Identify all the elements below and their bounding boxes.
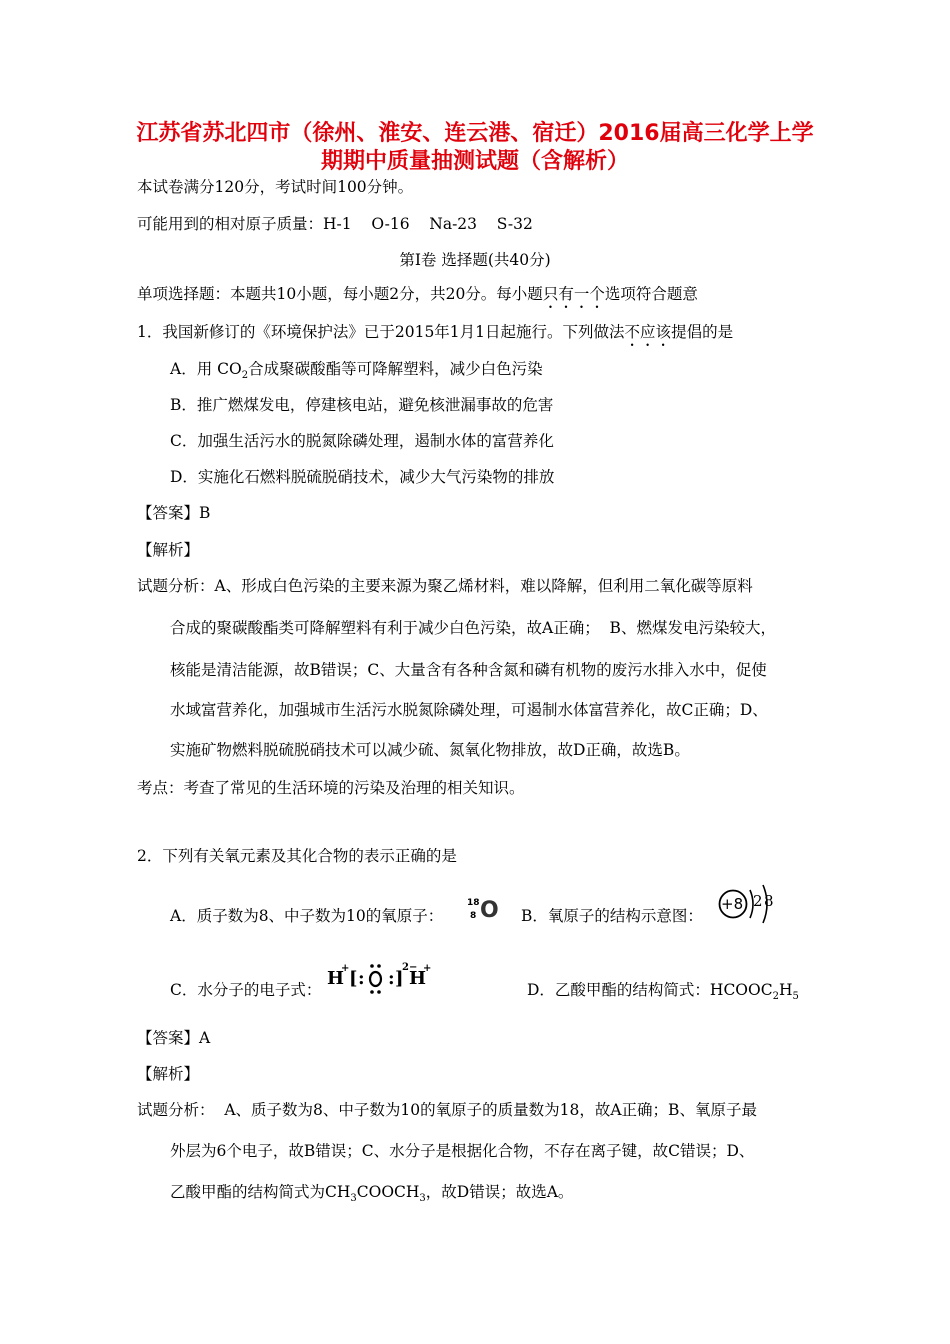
q1-analysis-label: 【解析】 <box>137 541 200 559</box>
q2-analysis-line1: 试题分析： A、质子数为8、中子数为10的氧原子的质量数为18，故A正确；B、氧原子最 <box>137 1101 757 1119</box>
q1-analysis-line1: 试题分析：A、形成白色污染的主要来源为聚乙烯材料，难以降解，但利用二氧化碳等原料 <box>137 577 753 595</box>
nucleus-charge: +8 <box>721 895 744 913</box>
atomic-mass-line: 可能用到的相对原子质量：H-1 O-16 Na-23 S-32 <box>137 215 533 233</box>
water-charge: 2− <box>402 962 418 973</box>
instructions-post: 选项符合题意 <box>604 285 698 303</box>
instructions <box>137 284 698 312</box>
plus-charge-left: + <box>341 963 350 974</box>
bracket-right: ] <box>395 968 404 989</box>
q2-analysis-line3-mid: COOCH <box>356 1183 420 1201</box>
nuclide-atomic-number: 8 <box>470 911 477 921</box>
q2-analysis-line3-pre: 乙酸甲酯的结构简式为CH <box>170 1183 351 1201</box>
oxygen-with-electrons <box>364 962 388 996</box>
q2-analysis-line3-post: ，故D错误；故选A。 <box>425 1183 574 1201</box>
q1-analysis-line5: 实施矿物燃料脱硫脱硝技术可以减少硫、氮氧化物排放，故D正确，故选B。 <box>170 741 690 759</box>
q1-option-a-pre: A．用 CO <box>170 360 242 378</box>
section-title: 第Ⅰ卷 选择题(共40分) <box>399 251 551 269</box>
water-h-right: H <box>409 968 427 989</box>
shell1-electrons: 2 <box>753 892 763 910</box>
q1-stem <box>137 322 733 350</box>
q1-option-c: C．加强生活污水的脱氮除磷处理，遏制水体的富营养化 <box>170 432 554 450</box>
nuclide-mass-number: 18 <box>467 898 480 908</box>
q1-stem-pre: 1．我国新修订的《环境保护法》已于2015年1月1日起施行。下列做法 <box>137 323 625 341</box>
q1-stem-post: 提倡的是 <box>671 323 734 341</box>
exam-intro: 本试卷满分120分，考试时间100分钟。 <box>137 178 414 196</box>
q2-stem: 2．下列有关氧元素及其化合物的表示正确的是 <box>137 847 457 865</box>
q1-analysis-line4: 水域富营养化，加强城市生活污水脱氮除磷处理，可遏制水体富营养化，故C正确；D、 <box>170 701 768 719</box>
q1-analysis-line2: 合成的聚碳酸酯类可降解塑料有利于减少白色污染，故A正确； B、燃煤发电污染较大， <box>170 619 776 637</box>
q1-option-a <box>170 359 543 382</box>
q1-analysis-line3: 核能是清洁能源，故B错误；C、大量含有各种含氮和磷有机物的废污水排入水中，促使 <box>170 661 767 679</box>
q2-analysis-line3-sub2: 3 <box>419 1193 426 1205</box>
q2-option-c: C．水分子的电子式： <box>170 981 322 999</box>
document-title-line2: 期期中质量抽测试题（含解析） <box>320 149 629 174</box>
q2-analysis-line3-sub: 3 <box>350 1193 357 1205</box>
shell2-electrons: 8 <box>764 892 774 910</box>
lone-pair-left: : <box>358 968 365 989</box>
q1-option-a-post: 合成聚碳酸酯等可降解塑料，减少白色污染 <box>248 360 543 378</box>
q1-stem-emphasis: 不应该 <box>624 323 672 341</box>
plus-charge-right: + <box>423 963 432 974</box>
q1-kaodian: 考点：考查了常见的生活环境的污染及治理的相关知识。 <box>137 779 525 797</box>
nuclide-element-symbol: O <box>480 898 499 923</box>
q1-answer: 【答案】B <box>137 504 211 522</box>
q2-analysis-line2: 外层为6个电子，故B错误；C、水分子是根据化合物，不存在离子键，故C错误；D、 <box>170 1142 755 1160</box>
water-electron-formula <box>327 962 431 996</box>
bracket-left: [ <box>349 968 358 989</box>
q2-answer: 【答案】A <box>137 1029 211 1047</box>
q1-option-b: B．推广燃煤发电，停建核电站，避免核泄漏事故的危害 <box>170 396 554 414</box>
oxygen-nuclide-symbol <box>467 898 501 932</box>
instructions-pre: 单项选择题：本题共10小题，每小题2分，共20分。每小题 <box>137 285 543 303</box>
instructions-emphasis: 只有一个 <box>542 285 605 303</box>
lone-pair-right: : <box>388 968 395 989</box>
q2-option-d-sub2: 5 <box>792 991 799 1003</box>
q2-option-d-pre: D．乙酸甲酯的结构简式：HCOOC <box>527 981 773 999</box>
q2-analysis-label: 【解析】 <box>137 1065 200 1083</box>
q2-analysis-line3 <box>170 1182 574 1205</box>
q1-option-d: D．实施化石燃料脱硫脱硝技术，减少大气污染物的排放 <box>170 468 555 486</box>
q1-option-a-sub: 2 <box>241 370 249 382</box>
q2-option-d <box>527 980 799 1003</box>
q2-option-d-post: H <box>778 981 793 999</box>
q2-option-a: A．质子数为8、中子数为10的氧原子： <box>170 907 444 925</box>
q2-option-d-sub: 2 <box>772 991 779 1003</box>
oxygen-atom-structure-diagram <box>716 878 778 928</box>
q2-option-b: B．氧原子的结构示意图： <box>521 907 703 925</box>
document-title-line1: 江苏省苏北四市（徐州、淮安、连云港、宿迁）2016届高三化学上学 <box>136 121 814 146</box>
water-h-left: H <box>327 968 345 989</box>
